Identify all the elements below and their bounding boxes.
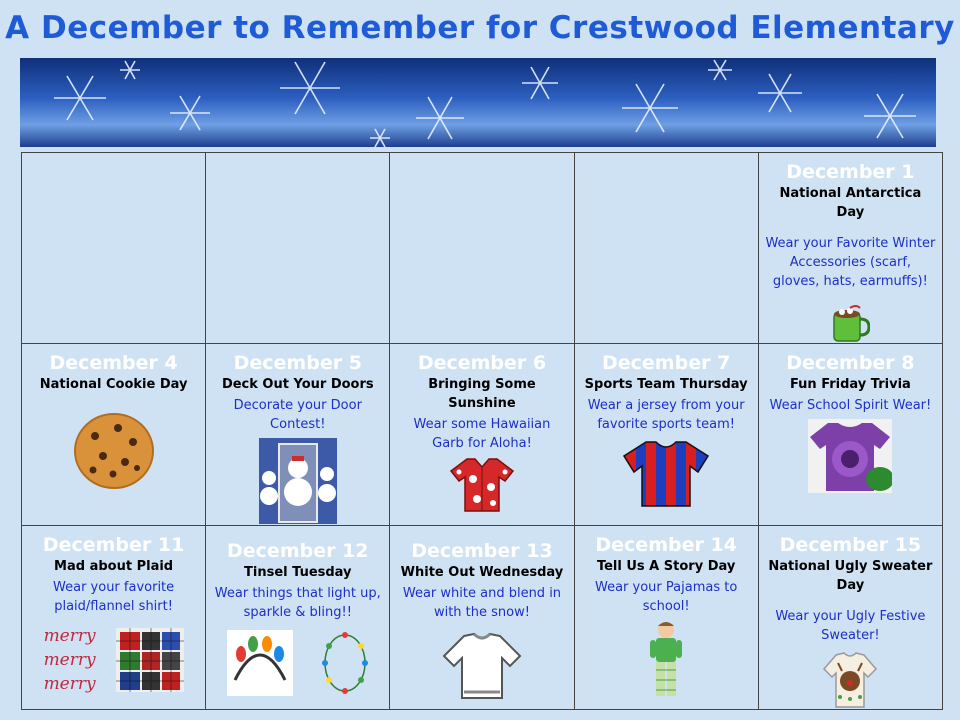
jersey-icon — [622, 440, 710, 508]
cell-theme: National Antarctica Day — [779, 186, 922, 220]
calendar-grid — [21, 152, 943, 710]
calendar-cell-dec-4 — [22, 344, 206, 526]
cell-date: December 4 — [49, 352, 178, 374]
cell-theme: Fun Friday Trivia — [789, 377, 911, 392]
calendar-cell-dec-13 — [390, 526, 574, 710]
cell-description: Wear your Favorite Winter Accessories (scarf, gloves, hats, earmuffs)! — [765, 236, 936, 289]
cell-description: Wear your Ugly Festive Sweater! — [775, 609, 926, 643]
calendar-cell-empty — [390, 153, 574, 344]
pajama-kid-icon — [648, 620, 684, 700]
cell-theme: Tinsel Tuesday — [244, 565, 352, 580]
light-necklace-icon — [321, 632, 369, 694]
cell-description: Wear your Pajamas to school! — [595, 580, 738, 614]
calendar-cell-empty — [574, 153, 758, 344]
merry-lettering: merry merry merry — [43, 626, 96, 694]
cell-description: Wear a jersey from your favorite sports team! — [587, 398, 745, 432]
cell-description: Wear School Spirit Wear! — [769, 398, 932, 413]
cell-date: December 11 — [42, 534, 185, 556]
cookie-icon — [73, 412, 155, 490]
white-sweater-icon — [442, 630, 522, 702]
calendar-cell-dec-12 — [206, 526, 390, 710]
spirit-shirt-icon — [808, 419, 892, 493]
page-title: A December to Remember for Crestwood Elementary — [5, 10, 955, 46]
calendar-cell-dec-14 — [574, 526, 758, 710]
cell-date: December 13 — [411, 540, 553, 562]
cell-theme: National Cookie Day — [39, 377, 188, 392]
snowflake-banner — [20, 58, 936, 147]
calendar-cell-dec-15 — [758, 526, 942, 710]
snowflake-banner-icon — [20, 58, 936, 147]
cell-description: Decorate your Door Contest! — [233, 398, 362, 432]
cell-description: Wear things that light up, sparkle & bling!! — [214, 586, 381, 620]
calendar-cell-dec-5 — [206, 344, 390, 526]
cell-date: December 5 — [233, 352, 362, 374]
cell-date: December 8 — [786, 352, 915, 374]
calendar-cell-dec-11 — [22, 526, 206, 710]
decorated-door-icon — [259, 438, 337, 524]
calendar-cell-dec-8 — [758, 344, 942, 526]
cell-theme: Tell Us A Story Day — [596, 559, 736, 574]
ugly-sweater-icon — [822, 651, 878, 709]
plaid-shirts-icon — [116, 628, 184, 692]
cell-date: December 12 — [227, 540, 369, 562]
hot-cocoa-mug-icon — [830, 305, 870, 343]
cell-theme: Bringing Some Sunshine — [428, 377, 536, 411]
cell-theme: Sports Team Thursday — [584, 377, 748, 392]
calendar-cell-empty — [206, 153, 390, 344]
cell-date: December 7 — [602, 352, 731, 374]
calendar-cell-dec-7 — [574, 344, 758, 526]
cell-theme: Mad about Plaid — [54, 559, 174, 574]
light-headband-icon — [227, 630, 293, 696]
cell-description: Wear white and blend in with the snow! — [402, 586, 562, 620]
cell-date: December 6 — [417, 352, 547, 374]
calendar-cell-empty — [22, 153, 206, 344]
hawaiian-shirt-icon — [449, 457, 515, 513]
cell-theme: Deck Out Your Doors — [221, 377, 374, 392]
cell-description: Wear some Hawaiian Garb for Aloha! — [413, 417, 551, 451]
calendar-cell-dec-6 — [390, 344, 574, 526]
cell-date: December 14 — [595, 534, 737, 556]
calendar-cell-dec-1 — [758, 153, 942, 344]
cell-description: Wear your favorite plaid/flannel shirt! — [53, 580, 175, 614]
cell-date: December 15 — [779, 534, 922, 556]
cell-theme: National Ugly Sweater Day — [768, 559, 933, 593]
cell-date: December 1 — [786, 161, 915, 183]
cell-theme: White Out Wednesday — [400, 565, 564, 580]
